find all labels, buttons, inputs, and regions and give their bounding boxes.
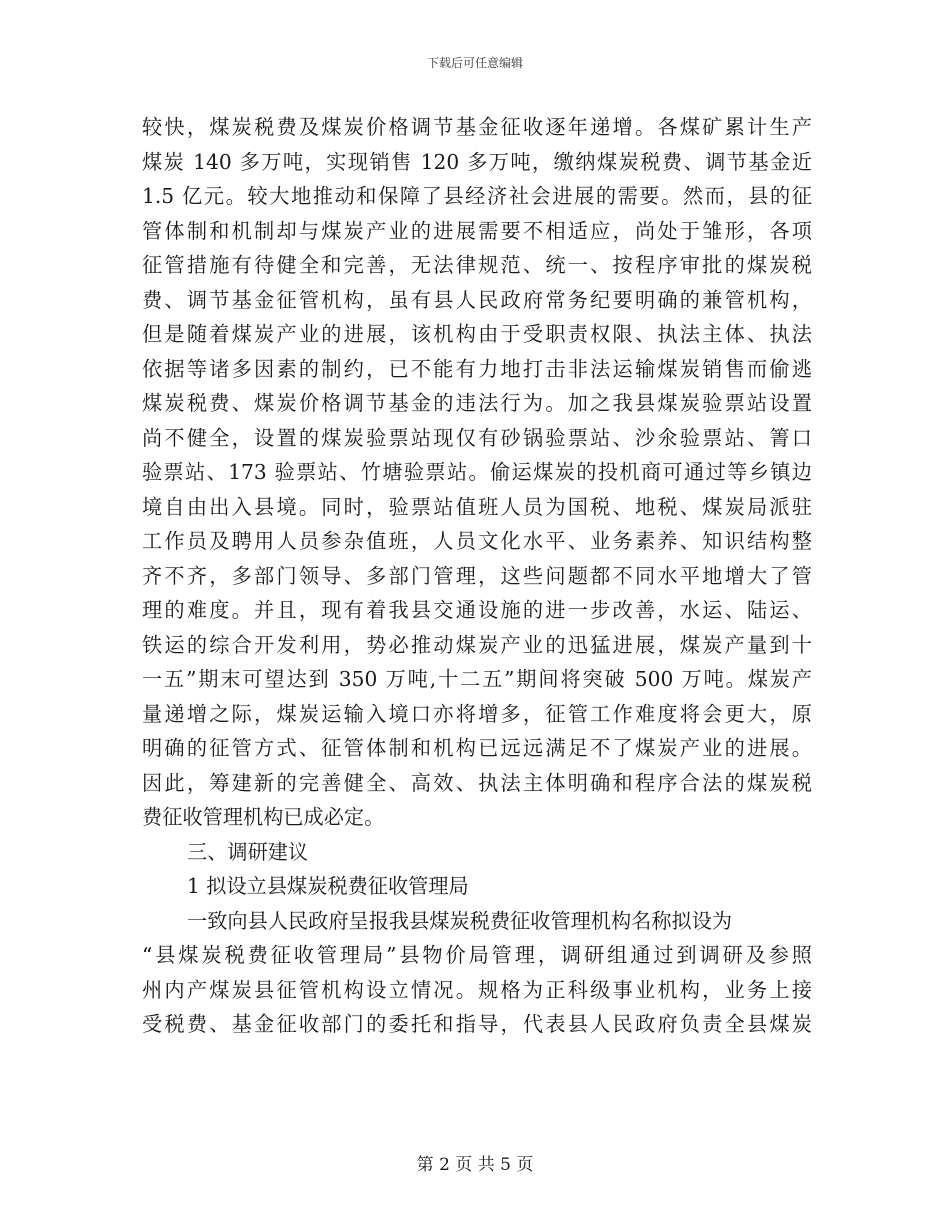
text-line: 1.5 亿元。较大地推动和保障了县经济社会进展的需要。然而，县的征 — [142, 184, 812, 208]
text-line: 尚不健全，设置的煤炭验票站现仅有砂锅验票站、沙氽验票站、箐口 — [142, 425, 812, 450]
text-line: 费征收管理机构已成必定。 — [142, 805, 385, 829]
text-line: 依据等诸多因素的制约，已不能有力地打击非法运输煤炭销售而偷逃 — [142, 356, 812, 381]
text-line: 验票站、173 验票站、竹塘验票站。偷运煤炭的投机商可通过等乡镇边 — [142, 460, 812, 484]
text-line: 齐不齐，多部门领导、多部门管理，这些问题都不同水平地增大了管 — [142, 563, 812, 588]
section-heading: 三、调研建议 — [187, 839, 309, 864]
text-line: 征管措施有待健全和完善，无法律规范、统一、按程序审批的煤炭税 — [142, 253, 812, 277]
text-line: 一致向县人民政府呈报我县煤炭税费征收管理机构名称拟设为 — [187, 908, 733, 933]
text-line: 铁运的综合开发利用，势必推动煤炭产业的迅猛进展，煤炭产量到十 — [142, 632, 812, 657]
text-line: 煤炭 140 多万吨，实现销售 120 多万吨，缴纳煤炭税费、调节基金近 — [142, 149, 812, 174]
subsection-heading: 1 拟设立县煤炭税费征收管理局 — [187, 874, 469, 898]
text-line: 较快，煤炭税费及煤炭价格调节基金征收逐年递增。各煤矿累计生产 — [142, 115, 812, 139]
text-line: 煤炭税费、煤炭价格调节基金的违法行为。加之我县煤炭验票站设置 — [142, 391, 812, 415]
document-body — [142, 110, 812, 1042]
text-line: 境自由出入县境。同时，验票站值班人员为国税、地税、煤炭局派驻 — [142, 494, 812, 519]
text-line: 受税费、基金征收部门的委托和指导，代表县人民政府负责全县煤炭 — [142, 1012, 812, 1036]
text-line: “县煤炭税费征收管理局”县物价局管理，调研组通过到调研及参照 — [142, 943, 812, 967]
text-line: 一五”期末可望达到 350 万吨,十二五”期间将突破 500 万吨。煤炭产 — [142, 667, 812, 691]
text-line: 费、调节基金征管机构，虽有县人民政府常务纪要明确的兼管机构， — [142, 287, 812, 312]
text-line: 因此，筹建新的完善健全、高效、执法主体明确和程序合法的煤炭税 — [142, 770, 812, 795]
text-line: 明确的征管方式、征管体制和机构已远远满足不了煤炭产业的进展。 — [142, 736, 812, 760]
text-line: 工作员及聘用人员参杂值班，人员文化水平、业务素养、知识结构整 — [142, 529, 812, 553]
text-line: 量递增之际，煤炭运输入境口亦将增多，征管工作难度将会更大，原 — [142, 701, 812, 726]
text-line: 管体制和机制却与煤炭产业的进展需要不相适应，尚处于雏形，各项 — [142, 218, 812, 243]
page-header: 下载后可任意编辑 — [426, 56, 523, 70]
text-line: 州内产煤炭县征管机构设立情况。规格为正科级事业机构，业务上接 — [142, 977, 812, 1002]
text-line: 但是随着煤炭产业的进展，该机构由于受职责权限、执法主体、执法 — [142, 322, 812, 346]
page-number: 第 2 页 共 5 页 — [416, 1155, 534, 1175]
text-line: 理的难度。并且，现有着我县交通设施的进一步改善，水运、陆运、 — [142, 598, 812, 622]
